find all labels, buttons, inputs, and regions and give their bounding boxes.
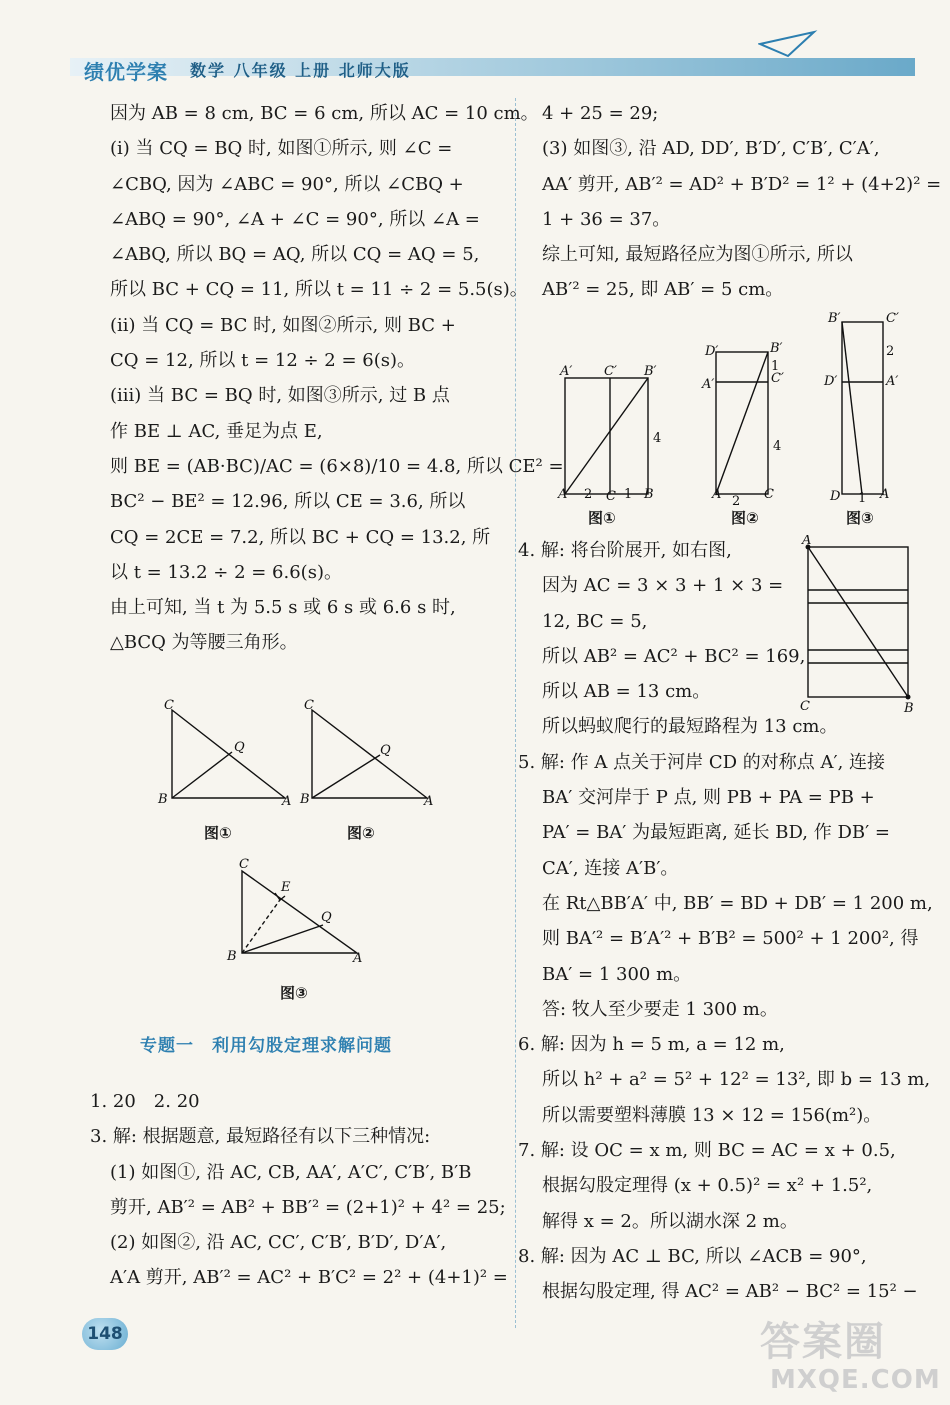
text-line: (ⅲ) 当 BC = BQ 时, 如图③所示, 过 B 点 <box>110 385 450 407</box>
text-line: 1. 20 2. 20 <box>90 1091 200 1112</box>
text-line: PA′ = BA′ 为最短距离, 延长 BD, 作 DB′ = <box>542 822 891 844</box>
text-line: A′A 剪开, AB′² = AC² + B′C² = 2² + (4+1)² = <box>110 1267 508 1289</box>
text-line: 根据勾股定理得 (x + 0.5)² = x² + 1.5², <box>542 1175 873 1197</box>
svg-text:A′: A′ <box>560 364 573 379</box>
text-line: (ⅰ) 当 CQ = BQ 时, 如图①所示, 则 ∠C = <box>110 138 453 160</box>
page-number: 148 <box>82 1318 128 1350</box>
svg-text:C′: C′ <box>604 364 617 379</box>
svg-text:A: A <box>353 951 363 966</box>
paper-plane-icon <box>758 30 818 60</box>
text-line: (3) 如图③, 沿 AD, DD′, B′D′, C′B′, C′A′, <box>542 138 880 160</box>
svg-text:B: B <box>300 792 310 807</box>
svg-text:B′: B′ <box>828 311 841 326</box>
svg-text:A: A <box>880 487 890 502</box>
svg-text:2: 2 <box>886 344 895 359</box>
svg-text:A: A <box>802 535 812 548</box>
svg-text:E: E <box>281 880 291 895</box>
answers-left-column <box>90 1084 508 1296</box>
text-line: 综上可知, 最短路径应为图①所示, 所以 <box>542 244 853 266</box>
text-line: 12, BC = 5, <box>542 610 648 632</box>
svg-text:1: 1 <box>624 487 633 502</box>
svg-text:D′: D′ <box>824 374 838 389</box>
text-line: 所以 AB = 13 cm。 <box>542 681 711 703</box>
page-header <box>0 0 950 82</box>
text-line: CA′, 连接 A′B′。 <box>542 857 679 879</box>
svg-text:1: 1 <box>858 491 867 506</box>
text-line: CQ = 2CE = 7.2, 所以 BC + CQ = 13.2, 所 <box>110 526 491 548</box>
text-line: BC² − BE² = 12.96, 所以 CE = 3.6, 所以 <box>110 491 466 513</box>
figure-caption-1: 图① <box>204 824 232 842</box>
svg-text:C: C <box>606 489 616 504</box>
triangle-figures-1-2 <box>150 695 450 845</box>
left-column-text <box>110 96 564 661</box>
text-line: 所以蚂蚁爬行的最短路程为 13 cm。 <box>542 716 838 738</box>
section-title: 专题一 利用勾股定理求解问题 <box>140 1036 392 1056</box>
book-subtitle: 数学 八年级 上册 北师大版 <box>190 61 411 80</box>
text-line: 6. 解: 因为 h = 5 m, a = 12 m, <box>518 1034 785 1056</box>
text-line: CQ = 12, 所以 t = 12 ÷ 2 = 6(s)。 <box>110 350 416 372</box>
text-line: 因为 AB = 8 cm, BC = 6 cm, 所以 AC = 10 cm。 <box>110 103 539 124</box>
svg-text:C: C <box>164 698 174 713</box>
text-line: 由上可知, 当 t 为 5.5 s 或 6 s 或 6.6 s 时, <box>110 597 456 619</box>
svg-text:A: A <box>712 487 722 502</box>
svg-text:B: B <box>644 487 654 502</box>
svg-text:A: A <box>424 794 434 809</box>
text-line: 以 t = 13.2 ÷ 2 = 6.6(s)。 <box>110 561 342 583</box>
text-line: 答: 牧人至少要走 1 300 m。 <box>542 998 778 1020</box>
text-line: 剪开, AB′² = AB² + BB′² = (2+1)² + 4² = 25; <box>110 1196 506 1218</box>
svg-text:4: 4 <box>653 431 662 446</box>
text-line: AB′² = 25, 即 AB′ = 5 cm。 <box>542 279 784 301</box>
svg-text:C: C <box>239 857 249 872</box>
svg-text:B: B <box>158 792 168 807</box>
svg-text:Q: Q <box>234 740 245 755</box>
svg-text:C′: C′ <box>886 311 899 326</box>
watermark-site: MXQE.COM <box>770 1365 941 1395</box>
svg-text:B: B <box>227 949 237 964</box>
text-line: (1) 如图①, 沿 AC, CB, AA′, A′C′, C′B′, B′B <box>110 1161 472 1183</box>
svg-text:A′: A′ <box>702 377 715 392</box>
text-line: ∠CBQ, 因为 ∠ABC = 90°, 所以 ∠CBQ + <box>110 173 464 195</box>
svg-text:A: A <box>282 794 292 809</box>
text-line: △BCQ 为等腰三角形。 <box>110 632 298 654</box>
text-line: 则 BA′² = B′A′² + B′B² = 500² + 1 200², 得 <box>542 928 919 950</box>
text-line: ∠ABQ = 90°, ∠A + ∠C = 90°, 所以 ∠A = <box>110 208 480 230</box>
box-caption-3: 图③ <box>846 509 874 527</box>
box-unfolding-figures <box>550 310 920 525</box>
text-line: BA′ = 1 300 m。 <box>542 963 692 985</box>
svg-text:Q: Q <box>380 743 391 758</box>
text-line: AA′ 剪开, AB′² = AD² + B′D² = 1² + (4+2)² = <box>542 173 942 195</box>
box-caption-1: 图① <box>588 509 616 527</box>
text-line: (ⅱ) 当 CQ = BC 时, 如图②所示, 则 BC + <box>110 314 456 336</box>
svg-text:4: 4 <box>773 439 782 454</box>
text-line: 所以需要塑料薄膜 13 × 12 = 156(m²)。 <box>542 1104 882 1126</box>
svg-text:2: 2 <box>732 494 741 509</box>
watermark-logo: 答案圈 <box>760 1319 886 1365</box>
text-line: (2) 如图②, 沿 AC, CC′, C′B′, B′D′, D′A′, <box>110 1232 447 1254</box>
figure-caption-3: 图③ <box>280 984 308 1002</box>
text-line: 1 + 36 = 37。 <box>542 208 671 230</box>
text-line: 8. 解: 因为 AC ⊥ BC, 所以 ∠ACB = 90°, <box>518 1245 867 1267</box>
text-line: 则 BE = (AB·BC)/AC = (6×8)/10 = 4.8, 所以 CE² = <box>110 455 564 477</box>
text-line: 4 + 25 = 29; <box>542 103 659 124</box>
text-line: 解得 x = 2。所以湖水深 2 m。 <box>542 1210 798 1232</box>
svg-text:1: 1 <box>771 359 780 374</box>
text-line: 在 Rt△BB′A′ 中, BB′ = BD + DB′ = 1 200 m, <box>542 892 933 914</box>
text-line: 3. 解: 根据题意, 最短路径有以下三种情况: <box>90 1126 431 1148</box>
text-line: 5. 解: 作 A 点关于河岸 CD 的对称点 A′, 连接 <box>518 751 886 773</box>
svg-text:A′: A′ <box>886 374 899 389</box>
text-line: BA′ 交河岸于 P 点, 则 PB + PA = PB + <box>542 787 875 809</box>
svg-text:C: C <box>764 487 774 502</box>
svg-text:C: C <box>304 698 314 713</box>
svg-text:2: 2 <box>584 487 593 502</box>
text-line: 4. 解: 将台阶展开, 如右图, <box>518 540 732 561</box>
box-caption-2: 图② <box>731 509 759 527</box>
figure-caption-2: 图② <box>347 824 375 842</box>
svg-text:Q: Q <box>321 910 332 925</box>
svg-text:B: B <box>904 701 914 715</box>
text-line: 因为 AC = 3 × 3 + 1 × 3 = <box>542 575 784 597</box>
svg-text:B′: B′ <box>644 364 657 379</box>
svg-text:A: A <box>558 487 568 502</box>
text-line: 所以 BC + CQ = 11, 所以 t = 11 ÷ 2 = 5.5(s)。 <box>110 279 528 301</box>
right-column-top-text <box>542 96 942 308</box>
text-line: 根据勾股定理, 得 AC² = AB² − BC² = 15² − <box>542 1281 918 1303</box>
text-line: 7. 解: 设 OC = x m, 则 BC = AC = x + 0.5, <box>518 1140 896 1162</box>
right-column-answers <box>518 533 933 1310</box>
brand-logo: 绩优学案 <box>84 60 168 84</box>
svg-text:C′: C′ <box>771 371 784 386</box>
text-line: 所以 AB² = AC² + BC² = 169, <box>542 645 806 667</box>
svg-text:D: D <box>830 489 841 504</box>
svg-text:C: C <box>800 699 810 714</box>
text-line: 作 BE ⊥ AC, 垂足为点 E, <box>110 420 323 442</box>
text-line: 所以 h² + a² = 5² + 12² = 13², 即 b = 13 m, <box>542 1069 931 1091</box>
text-line: ∠ABQ, 所以 BQ = AQ, 所以 CQ = AQ = 5, <box>110 244 480 266</box>
svg-text:D′: D′ <box>705 344 719 359</box>
svg-text:B′: B′ <box>770 341 783 356</box>
triangle-figure-3 <box>225 855 375 970</box>
